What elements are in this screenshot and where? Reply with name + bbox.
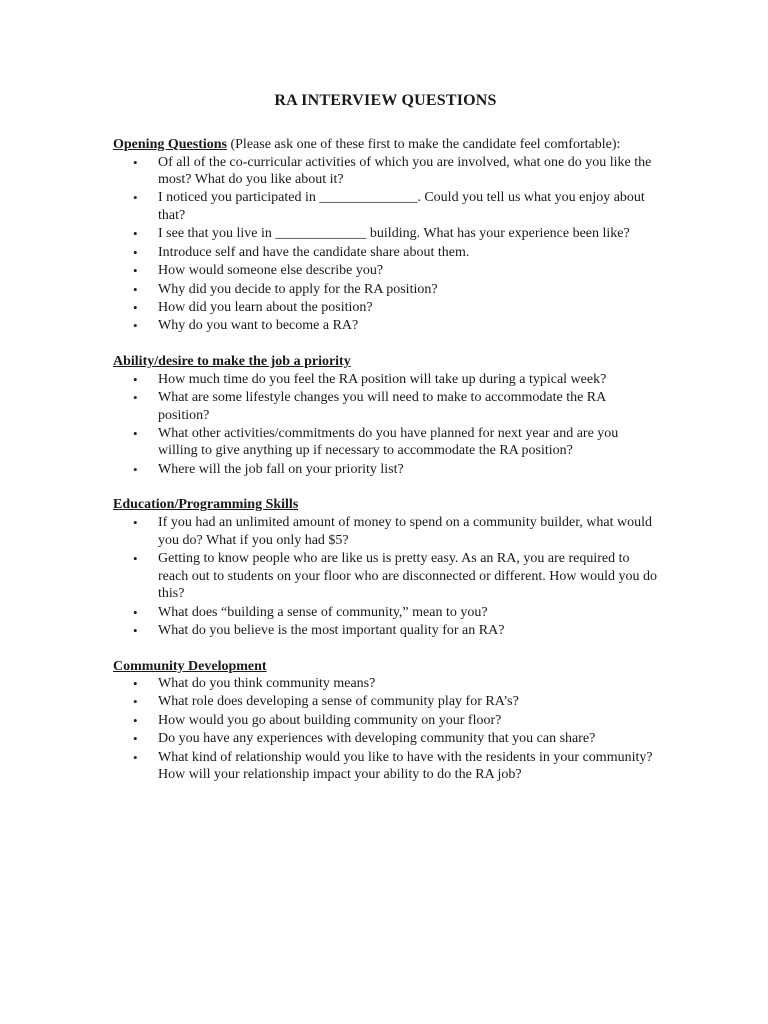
question-item xyxy=(113,154,658,189)
section-intro xyxy=(113,136,658,154)
question-text: What other activities/commitments do you have planned for next year and are you willing to give anything up if necessary to accommodate the RA position? xyxy=(158,425,619,459)
bullet-icon: • xyxy=(133,550,138,566)
question-text: What do you believe is the most important quality for an RA? xyxy=(158,622,505,638)
question-text: How much time do you feel the RA position will take up during a typical week? xyxy=(158,371,607,387)
bullet-icon: • xyxy=(133,514,138,530)
question-text: What do you think community means? xyxy=(158,676,376,692)
question-list xyxy=(113,514,658,640)
question-text: Why do you want to become a RA? xyxy=(158,318,359,334)
question-text: How would you go about building community on your floor? xyxy=(158,712,502,728)
question-text: What does “building a sense of community,” mean to you? xyxy=(158,604,488,620)
question-text: I noticed you participated in ______________. Could you tell us what you enjoy about that? xyxy=(158,190,645,224)
question-item xyxy=(113,281,658,299)
bullet-icon: • xyxy=(133,604,138,620)
bullet-icon: • xyxy=(133,622,138,638)
question-text: What kind of relationship would you like to have with the residents in your community? How will your relationship impact your ability to do the RA job? xyxy=(158,749,653,783)
document-title: RA INTERVIEW QUESTIONS xyxy=(274,92,497,109)
question-text: Why did you decide to apply for the RA position? xyxy=(158,281,438,297)
question-item xyxy=(113,244,658,262)
section-opening-questions xyxy=(113,136,658,335)
question-item xyxy=(113,622,658,640)
question-item xyxy=(113,514,658,549)
question-text: What role does developing a sense of community play for RA’s? xyxy=(158,694,519,710)
bullet-icon: • xyxy=(133,300,138,316)
bullet-icon: • xyxy=(133,226,138,242)
section-heading: Education/Programming Skills xyxy=(113,497,299,513)
question-item xyxy=(113,425,658,460)
question-text: How would someone else describe you? xyxy=(158,263,384,279)
section-heading: Community Development xyxy=(113,658,267,674)
question-text: If you had an unlimited amount of money to spend on a community builder, what would you do? What if you only had $5? xyxy=(158,514,653,548)
question-item xyxy=(113,371,658,389)
section-note: (Please ask one of these first to make the candidate feel comfortable): xyxy=(226,137,621,152)
bullet-icon: • xyxy=(133,244,138,260)
question-list xyxy=(113,371,658,479)
bullet-icon: • xyxy=(133,461,138,477)
question-text: How did you learn about the position? xyxy=(158,300,373,316)
bullet-icon: • xyxy=(133,371,138,387)
question-text: I see that you live in _____________ building. What has your experience been like? xyxy=(158,226,630,242)
question-item xyxy=(113,604,658,622)
question-text: Introduce self and have the candidate share about them. xyxy=(158,244,470,260)
bullet-icon: • xyxy=(133,154,138,170)
question-item xyxy=(113,730,658,748)
bullet-icon: • xyxy=(133,749,138,765)
question-item xyxy=(113,693,658,711)
section-intro xyxy=(113,353,658,371)
question-item xyxy=(113,317,658,335)
bullet-icon: • xyxy=(133,318,138,334)
question-list xyxy=(113,675,658,784)
question-item xyxy=(113,189,658,224)
question-item xyxy=(113,550,658,603)
bullet-icon: • xyxy=(133,694,138,710)
question-text: Where will the job fall on your priority list? xyxy=(158,461,404,477)
question-item xyxy=(113,299,658,317)
question-text: Do you have any experiences with developing community that you can share? xyxy=(158,731,596,747)
bullet-icon: • xyxy=(133,389,138,405)
question-text: Getting to know people who are like us is pretty easy. As an RA, you are required to reach out to students on your floor who are disconnected or different. How would you do this? xyxy=(158,550,657,602)
question-item xyxy=(113,749,658,784)
bullet-icon: • xyxy=(133,190,138,206)
section-heading: Ability/desire to make the job a priority xyxy=(113,354,351,370)
bullet-icon: • xyxy=(133,281,138,297)
question-item xyxy=(113,225,658,243)
document-page xyxy=(113,92,658,802)
section-intro xyxy=(113,658,658,676)
bullet-icon: • xyxy=(133,425,138,441)
section-heading: Opening Questions xyxy=(113,137,227,152)
bullet-icon: • xyxy=(133,263,138,279)
bullet-icon: • xyxy=(133,676,138,692)
question-item xyxy=(113,712,658,730)
bullet-icon: • xyxy=(133,712,138,728)
sections-container xyxy=(113,136,658,784)
section-ability-desire-to-make-the-job-a-priority xyxy=(113,353,658,478)
bullet-icon: • xyxy=(133,731,138,747)
section-intro xyxy=(113,496,658,514)
question-text: What are some lifestyle changes you will need to make to accommodate the RA position? xyxy=(158,389,606,423)
section-community-development xyxy=(113,658,658,784)
section-education-programming-skills xyxy=(113,496,658,639)
question-item xyxy=(113,389,658,424)
question-item xyxy=(113,461,658,479)
question-text: Of all of the co-curricular activities of which you are involved, what one do you like the most? What do you like about it? xyxy=(158,154,652,188)
question-list xyxy=(113,154,658,336)
question-item xyxy=(113,262,658,280)
question-item xyxy=(113,675,658,693)
